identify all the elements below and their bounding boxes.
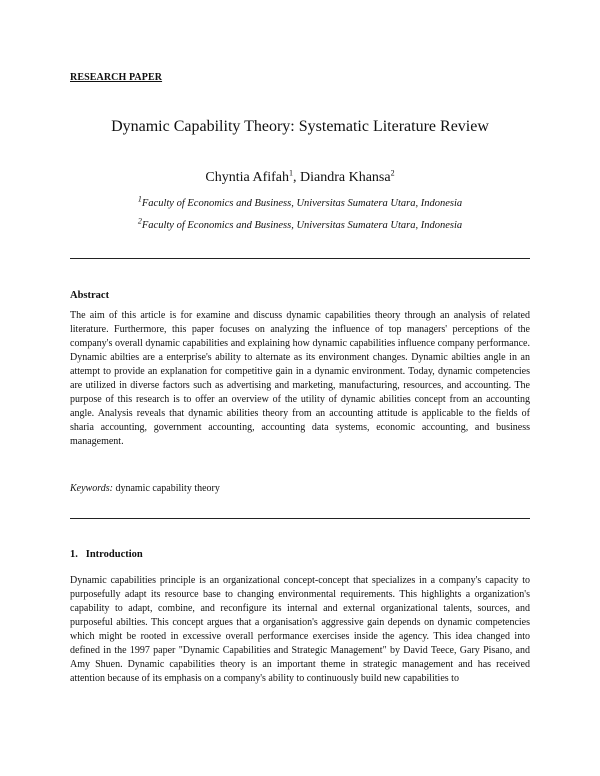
keywords-value: dynamic capability theory	[115, 483, 220, 494]
keywords-line	[70, 483, 220, 494]
abstract-body: The aim of this article is for examine and discuss dynamic capabilities theory through an analysis of related literature. Furthermore, this paper focuses on analyzing the influence of top managers' perceptions of the company's overall dynamic capabilities and explaining how dynamic capabilities influence company performance. Dynamic abilties are a enterprise's ability to alternate as its environment changes. Dynamic abilties angle in an attempt to provide an explanation for competitive gain in a dynamic environment. Today, dynamic competencies are utilized in diverse factors such as advertising and marketing, manufacturing, resources, and accounting. The purpose of this research is to offer an overview of the utility of dynamic abilities concept from an accounting angle. Analysis reveals that dynamic abilities theory from an accounting attitude is applicable to the fields of sharia accounting, government accounting, accounting data systems, economic accounting, and business management.	[70, 310, 530, 447]
affiliation-text: Faculty of Economics and Business, Universitas Sumatera Utara, Indonesia	[141, 198, 463, 209]
author-line	[0, 170, 600, 186]
affiliation-1	[0, 194, 600, 209]
author-affiliation-marker: 2	[390, 168, 395, 178]
author-name: Diandra Khansa	[300, 170, 391, 185]
divider-bottom	[70, 518, 530, 519]
affiliation-marker: 1	[137, 194, 142, 204]
author-name: Chyntia Afifah	[205, 170, 290, 185]
introduction-heading: 1. Introduction	[70, 549, 143, 560]
affiliation-marker: 2	[137, 216, 142, 226]
introduction-body: Dynamic capabilities principle is an organizational concept-concept that specializes in a company's capacity to purposefully adapt its resource base to changing environmental requirements. This highlights a organization's capability to adapt, combine, and reconfigure its internal and external organizational talents, sources, and purposeful abilties. This concept argues that a organisation's aggressive gain depends on dynamic competencies which might be rooted in excessive overall performance exercises inside the agency. This idea changed into defined in the 1997 paper "Dynamic Capabilities and Strategic Management" by David Teece, Gary Pisano, and Amy Shuen. Dynamic capabilities theory is an important theme in strategic management and has received attention because of its emphasis on a company's ability to continuously build new capabilities to	[70, 575, 530, 684]
keywords-label: Keywords:	[70, 483, 113, 494]
affiliation-text: Faculty of Economics and Business, Universitas Sumatera Utara, Indonesia	[141, 220, 463, 231]
author-separator: ,	[293, 170, 301, 185]
divider-top	[70, 258, 530, 259]
affiliation-2	[0, 216, 600, 231]
paper-title: Dynamic Capability Theory: Systematic Literature Review	[111, 118, 489, 135]
author-affiliation-marker: 1	[289, 168, 294, 178]
paper-type-label: RESEARCH PAPER	[70, 72, 163, 83]
abstract-heading: Abstract	[70, 290, 110, 301]
